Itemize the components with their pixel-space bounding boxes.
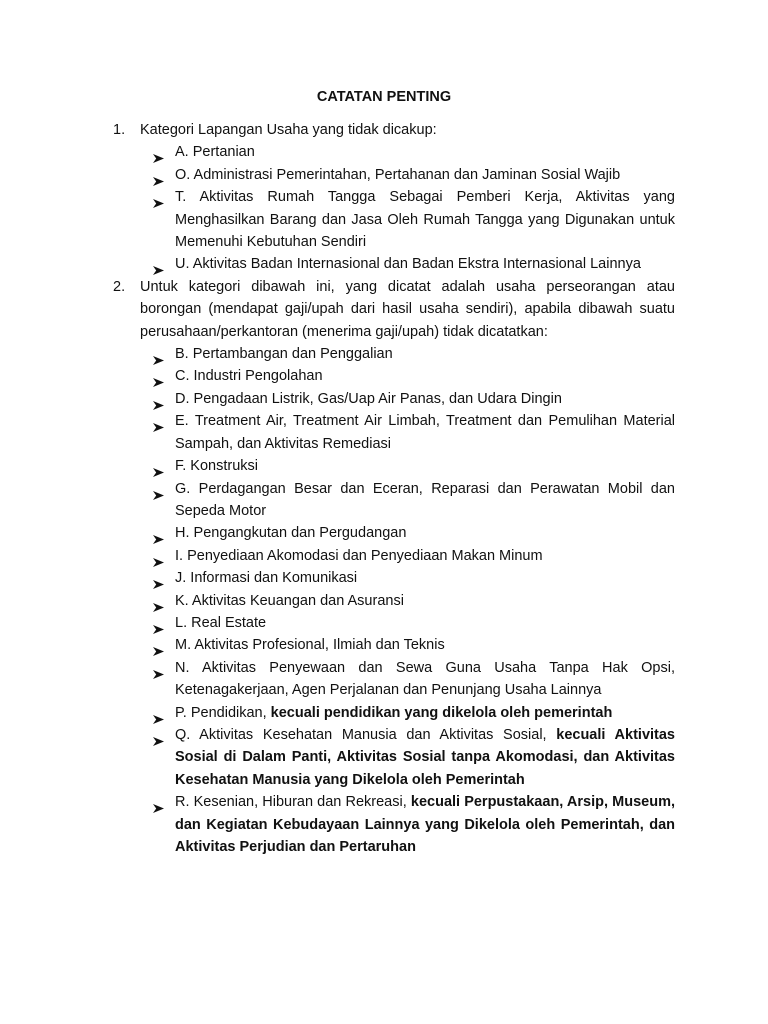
category-item <box>140 724 675 791</box>
category-text: A. Pertanian <box>175 144 255 161</box>
category-item <box>140 702 675 724</box>
category-text: D. Pengadaan Listrik, Gas/Uap Air Panas, dan Udara Dingin <box>175 390 562 407</box>
category-text: C. Industri Pengolahan <box>175 368 323 385</box>
arrow-bullet-icon <box>153 709 164 718</box>
arrow-bullet-icon <box>153 193 164 202</box>
category-exception: kecuali pendidikan yang dikelola oleh pemerintah <box>270 704 613 721</box>
arrow-bullet-icon <box>153 417 164 426</box>
category-item <box>140 343 675 365</box>
category-item <box>140 253 675 275</box>
category-item <box>140 410 675 455</box>
category-item <box>140 388 675 410</box>
category-text: U. Aktivitas Badan Internasional dan Badan Ekstra Internasional Lainnya <box>175 256 641 273</box>
arrow-bullet-icon <box>153 462 164 471</box>
category-item <box>140 186 675 253</box>
item-number: 1. <box>113 122 126 138</box>
category-item <box>140 657 675 702</box>
category-item <box>140 522 675 544</box>
arrow-bullet-icon <box>153 552 164 561</box>
category-text: N. Aktivitas Penyewaan dan Sewa Guna Usaha Tanpa Hak Opsi, Ketenagakerjaan, Agen Perjalanan dan Penunjang Usaha Lainnya <box>175 659 675 699</box>
arrow-bullet-icon <box>153 597 164 606</box>
category-item <box>140 634 675 656</box>
numbered-item <box>113 276 675 859</box>
category-item <box>140 455 675 477</box>
arrow-bullet-icon <box>153 372 164 381</box>
category-item <box>140 478 675 523</box>
category-text: J. Informasi dan Komunikasi <box>175 570 358 587</box>
arrow-bullet-icon <box>153 395 164 404</box>
category-item <box>140 612 675 634</box>
arrow-bullet-icon <box>153 148 164 157</box>
category-list <box>140 343 675 858</box>
notes-list <box>113 119 675 858</box>
arrow-bullet-icon <box>153 350 164 359</box>
category-text: F. Konstruksi <box>175 458 258 475</box>
numbered-item <box>113 119 675 276</box>
category-text: G. Perdagangan Besar dan Eceran, Reparasi dan Perawatan Mobil dan Sepeda Motor <box>175 480 675 519</box>
item-text: Untuk kategori dibawah ini, yang dicatat adalah usaha perseorangan atau borongan (mendapat gaji/upah dari hasil usaha sendiri), apabila dibawah suatu perusahaan/perkantoran (menerima gaji/upah) tidak dicatatkan: <box>140 278 675 340</box>
arrow-bullet-icon <box>153 260 164 269</box>
category-item <box>140 545 675 567</box>
category-item <box>140 164 675 186</box>
category-text: Q. Aktivitas Kesehatan Manusia dan Aktivitas Sosial, <box>175 726 557 743</box>
item-text: Kategori Lapangan Usaha yang tidak dicakup: <box>140 122 437 138</box>
category-text: H. Pengangkutan dan Pergudangan <box>175 525 407 542</box>
category-text: M. Aktivitas Profesional, Ilmiah dan Teknis <box>175 637 445 654</box>
item-number: 2. <box>113 278 126 295</box>
category-item <box>140 141 675 163</box>
arrow-bullet-icon <box>153 664 164 673</box>
category-exception: kecuali Aktivitas Sosial di Dalam Panti, Aktivitas Sosial tanpa Akomodasi, dan Aktivitas Kesehatan Manusia yang Dikelola oleh Pemerintah <box>175 726 675 788</box>
category-text: L. Real Estate <box>175 614 267 631</box>
category-item <box>140 365 675 387</box>
category-text: T. Aktivitas Rumah Tangga Sebagai Pemberi Kerja, Aktivitas yang Menghasilkan Barang dan Jasa Oleh Rumah Tangga yang Digunakan untuk Memenuhi Kebutuhan Sendiri <box>175 189 675 251</box>
arrow-bullet-icon <box>153 798 164 807</box>
arrow-bullet-icon <box>153 529 164 538</box>
category-text: B. Pertambangan dan Penggalian <box>175 346 393 363</box>
page-title: CATATAN PENTING <box>316 89 452 105</box>
arrow-bullet-icon <box>153 485 164 494</box>
category-list <box>140 141 675 275</box>
category-text: R. Kesenian, Hiburan dan Rekreasi, <box>175 794 411 811</box>
category-text: P. Pendidikan, <box>175 704 271 721</box>
category-text: K. Aktivitas Keuangan dan Asuransi <box>175 592 404 609</box>
arrow-bullet-icon <box>153 574 164 583</box>
category-item <box>140 791 675 858</box>
category-text: I. Penyediaan Akomodasi dan Penyediaan Makan Minum <box>175 547 543 564</box>
arrow-bullet-icon <box>153 731 164 740</box>
category-item <box>140 567 675 589</box>
arrow-bullet-icon <box>153 171 164 180</box>
arrow-bullet-icon <box>153 641 164 650</box>
arrow-bullet-icon <box>153 619 164 628</box>
category-text: E. Treatment Air, Treatment Air Limbah, Treatment dan Pemulihan Material Sampah, dan Aktivitas Remediasi <box>175 413 675 452</box>
category-exception: kecuali Perpustakaan, Arsip, Museum, dan Kegiatan Kebudayaan Lainnya yang Dikelola oleh Pemerintah, dan Aktivitas Perjudian dan Pertaruhan <box>175 794 675 855</box>
category-text: O. Administrasi Pemerintahan, Pertahanan dan Jaminan Sosial Wajib <box>175 166 621 183</box>
category-item <box>140 590 675 612</box>
